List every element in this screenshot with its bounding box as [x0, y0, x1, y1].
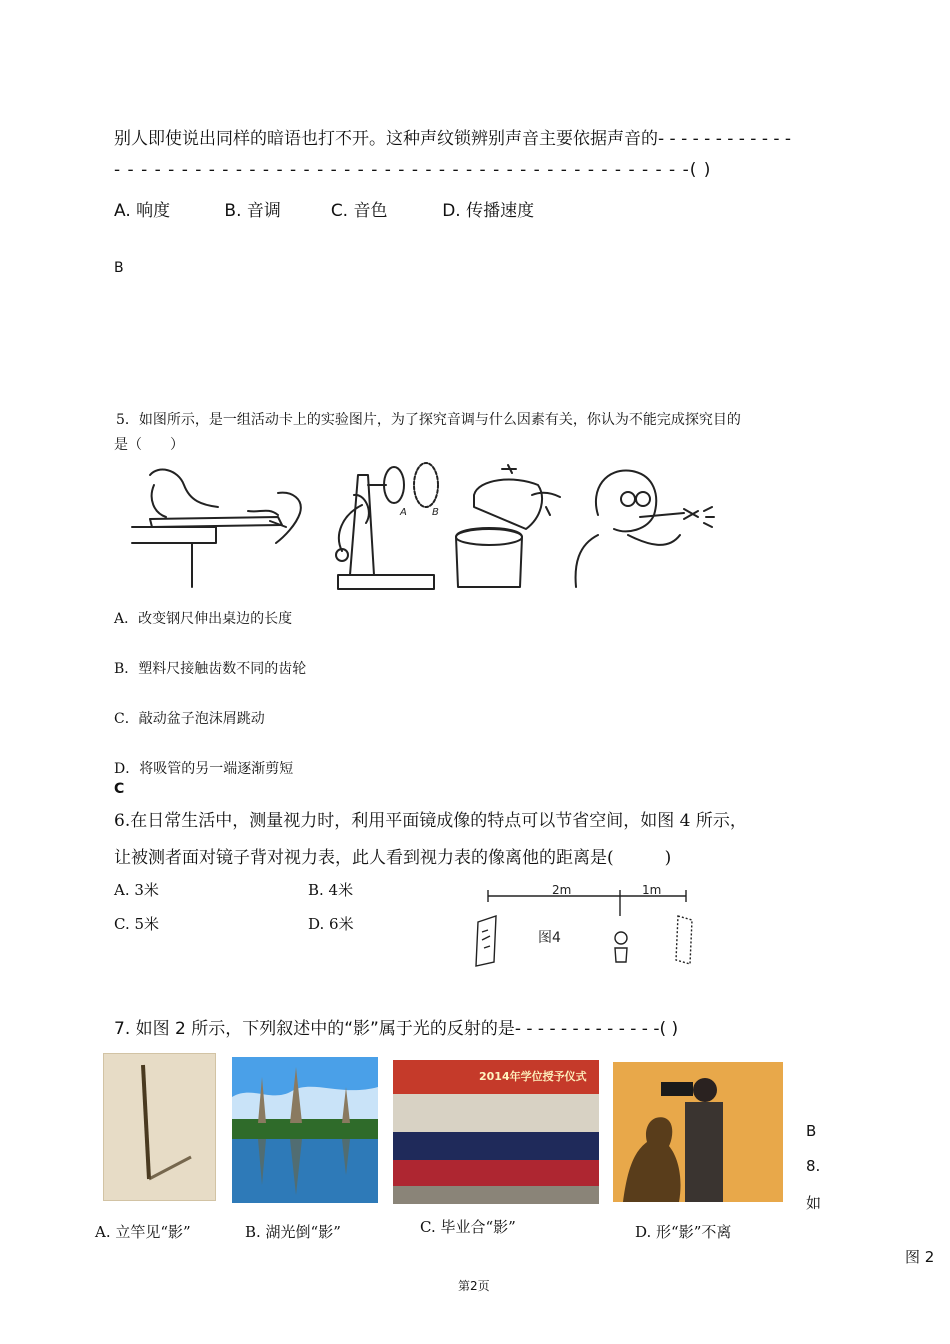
gear-crank-drawing: [336, 463, 438, 589]
q8-number: 8.: [806, 1157, 821, 1175]
caption-b: B. 湖光倒“影”: [245, 1223, 341, 1241]
q4-stem-line2: - - - - - - - - - - - - - - - - - - - - - - - - - - - - - - - - - - - - - - - - - - -( ): [114, 160, 712, 180]
photo-pole-shadow: [103, 1053, 216, 1201]
q6-option-a: A. 3米: [114, 881, 159, 899]
mirror-shape: [476, 916, 496, 966]
caption-a: A. 立竿见“影”: [95, 1223, 191, 1241]
q6-stem-line1: 6.在日常生活中，测量视力时，利用平面镜成像的特点可以节省空间，如图 4 所示，: [114, 811, 747, 831]
gear-label-a: A: [400, 507, 407, 518]
q5-experiment-figure: [128, 455, 728, 595]
q6-option-b: B. 4米: [308, 881, 354, 899]
person-icon: [615, 932, 627, 944]
q5-option-b: B．塑料尺接触齿数不同的齿轮: [114, 661, 307, 677]
distance-2m: 2m: [552, 883, 572, 897]
photo-graduation-group: [393, 1060, 599, 1204]
eye-chart-diagram: [470, 882, 700, 972]
q4-option-a: A. 响度: [114, 201, 171, 221]
q5-option-a: A．改变钢尺伸出桌边的长度: [114, 611, 293, 627]
q7-stem: 7. 如图 2 所示，下列叙述中的“影”属于光的反射的是- - - - - - - - - - - - -( ): [114, 1019, 679, 1039]
gear-label-b: B: [432, 507, 439, 518]
page-number: 第2页: [458, 1279, 490, 1293]
man-straw-drawing: [576, 471, 714, 587]
q4-answer: B: [114, 260, 124, 276]
q5-stem-line1: 5．如图所示，是一组活动卡上的实验图片，为了探究音调与什么因素有关，你认为不能完成探究目的: [116, 412, 741, 428]
photo-photographer-shadow: [613, 1062, 783, 1202]
q4-stem-line1: 别人即使说出同样的暗语也打不开。这种声纹锁辨别声音主要依据声音的- - - - - - - - - - - -: [114, 129, 792, 149]
q6-option-c: C. 5米: [114, 915, 160, 933]
q5-answer: C: [114, 781, 125, 797]
q4-option-c: C. 音色: [330, 201, 388, 221]
ruler-on-table-drawing: [132, 470, 301, 587]
q5-option-c: C．敲动盆子泡沫屑跳动: [114, 711, 265, 727]
fig4-caption: 图4: [538, 930, 561, 946]
q7-answer: B: [806, 1122, 817, 1140]
q8-start-text: 如: [806, 1194, 822, 1212]
q6-option-d: D. 6米: [308, 915, 354, 933]
q4-option-d: D. 传播速度: [442, 201, 535, 221]
q4-option-b: B. 音调: [224, 201, 281, 221]
caption-d: D. 形“影”不离: [635, 1223, 732, 1241]
distance-1m: 1m: [642, 883, 662, 897]
q5-stem-line2: 是（ ）: [114, 437, 184, 453]
caption-c: C. 毕业合“影”: [420, 1218, 516, 1236]
photo-lake-reflection: [232, 1057, 378, 1203]
q6-stem-line2: 让被测者面对镜子背对视力表，此人看到视力表的像离他的距离是( ): [114, 848, 672, 868]
fig2-label: 图 2: [905, 1248, 935, 1266]
q4-options: [114, 196, 534, 221]
eye-chart-shape: [676, 916, 692, 964]
q5-option-d: D．将吸管的另一端逐渐剪短: [114, 761, 294, 777]
graduation-banner-text: 2014年学位授予仪式: [479, 1070, 587, 1083]
basin-foam-drawing: [456, 465, 560, 587]
